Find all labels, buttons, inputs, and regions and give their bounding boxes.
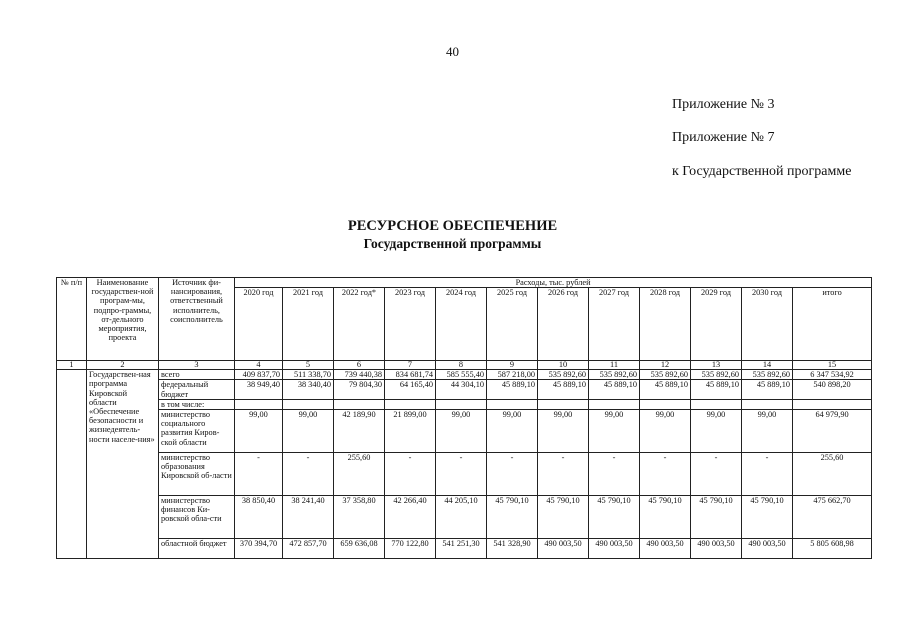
value-cell: 38 241,40 [283,496,334,539]
header-expenses: Расходы, тыс. рублей [235,278,872,288]
index-cell: 3 [159,361,235,370]
funding-source: министерство социального развития Киров-ской области [159,410,235,453]
value-cell: 490 003,50 [640,539,691,559]
value-cell: 535 892,60 [742,370,793,380]
value-cell: 45 889,10 [589,380,640,399]
funding-source: министерство финансов Ки-ровской обла-сти [159,496,235,539]
value-cell: 99,00 [436,410,487,453]
header-year: 2020 год [235,288,283,361]
header-name: Наименование государствен-ной програм-мы, подпро-граммы, от-дельного мероприятия, проекта [87,278,159,361]
value-cell [589,399,640,409]
index-cell: 5 [283,361,334,370]
value-cell [385,399,436,409]
header-year: 2029 год [691,288,742,361]
value-cell: 45 889,10 [487,380,538,399]
funding-source: всего [159,370,235,380]
value-cell [640,399,691,409]
value-cell: 99,00 [589,410,640,453]
value-cell: 255,60 [334,453,385,496]
header-no: № п/п [57,278,87,361]
value-cell [436,399,487,409]
value-cell: 511 338,70 [283,370,334,380]
value-cell [691,399,742,409]
index-cell: 7 [385,361,436,370]
value-cell: 99,00 [691,410,742,453]
document-title [0,218,905,252]
index-cell: 15 [793,361,872,370]
value-cell: 45 889,10 [742,380,793,399]
appendix-line-2: Приложение № 7 [672,130,775,145]
header-year: 2027 год [589,288,640,361]
value-cell: 490 003,50 [538,539,589,559]
value-cell: 255,60 [793,453,872,496]
value-cell [538,399,589,409]
header-year: 2026 год [538,288,589,361]
value-cell [235,399,283,409]
value-cell: 370 394,70 [235,539,283,559]
value-cell: 472 857,70 [283,539,334,559]
table-row [57,370,872,380]
index-cell: 9 [487,361,538,370]
header-year: 2023 год [385,288,436,361]
value-cell: 45 889,10 [691,380,742,399]
value-cell: - [436,453,487,496]
value-cell: 99,00 [640,410,691,453]
title-line-1: РЕСУРСНОЕ ОБЕСПЕЧЕНИЕ [347,218,558,234]
value-cell: 5 805 608,98 [793,539,872,559]
value-cell: 45 889,10 [640,380,691,399]
value-cell: 99,00 [538,410,589,453]
table-row [57,399,872,409]
value-cell: 587 218,00 [487,370,538,380]
header-row-1 [57,278,872,288]
value-cell: 99,00 [283,410,334,453]
value-cell: 45 790,10 [487,496,538,539]
resource-table [56,277,872,559]
appendix-line-3: к Государственной программе [672,164,852,179]
value-cell: 45 790,10 [691,496,742,539]
index-row [57,361,872,370]
index-cell: 4 [235,361,283,370]
value-cell: 44 304,10 [436,380,487,399]
value-cell: - [283,453,334,496]
value-cell: 44 205,10 [436,496,487,539]
index-cell: 2 [87,361,159,370]
value-cell: 45 790,10 [742,496,793,539]
index-cell: 12 [640,361,691,370]
value-cell: - [589,453,640,496]
title-line-2: Государственной программы [363,236,542,251]
value-cell: 45 889,10 [538,380,589,399]
value-cell: 541 328,90 [487,539,538,559]
table-row [57,496,872,539]
program-name: Государствен-ная программа Кировской области «Обеспечение безопасности и жизнедеятель-ности населе-ния» [87,370,159,559]
value-cell: 99,00 [487,410,538,453]
value-cell: 64 165,40 [385,380,436,399]
index-cell: 6 [334,361,385,370]
value-cell: - [235,453,283,496]
value-cell: 535 892,60 [538,370,589,380]
value-cell: 99,00 [742,410,793,453]
value-cell: 770 122,80 [385,539,436,559]
funding-source: федеральный бюджет [159,380,235,399]
value-cell [487,399,538,409]
value-cell [793,399,872,409]
header-year: 2021 год [283,288,334,361]
value-cell: 585 555,40 [436,370,487,380]
header-source: Источник фи-нансирования, ответственный исполнитель, соисполнитель [159,278,235,361]
header-year: 2028 год [640,288,691,361]
value-cell: 490 003,50 [589,539,640,559]
table-row [57,380,872,399]
value-cell: - [385,453,436,496]
value-cell: - [742,453,793,496]
header-year: 2024 год [436,288,487,361]
value-cell: 475 662,70 [793,496,872,539]
value-cell: 79 804,30 [334,380,385,399]
value-cell: 739 440,38 [334,370,385,380]
value-cell: - [538,453,589,496]
value-cell: 37 358,80 [334,496,385,539]
index-cell: 1 [57,361,87,370]
value-cell: 38 340,40 [283,380,334,399]
value-cell: 409 837,70 [235,370,283,380]
value-cell: 45 790,10 [538,496,589,539]
value-cell [283,399,334,409]
value-cell: 540 898,20 [793,380,872,399]
value-cell: - [640,453,691,496]
value-cell: 42 266,40 [385,496,436,539]
index-cell: 14 [742,361,793,370]
appendix-line-1: Приложение № 3 [672,97,775,112]
value-cell: 659 636,08 [334,539,385,559]
value-cell: 45 790,10 [640,496,691,539]
value-cell: 541 251,30 [436,539,487,559]
table-row [57,453,872,496]
value-cell: 490 003,50 [742,539,793,559]
value-cell: 490 003,50 [691,539,742,559]
table-row [57,539,872,559]
page-number: 40 [446,44,459,59]
header-year: 2025 год [487,288,538,361]
value-cell: 21 899,00 [385,410,436,453]
value-cell: 38 850,40 [235,496,283,539]
funding-source: министерство образования Кировской об-ласти [159,453,235,496]
index-cell: 8 [436,361,487,370]
header-year: 2030 год [742,288,793,361]
value-cell: 42 189,90 [334,410,385,453]
value-cell: 45 790,10 [589,496,640,539]
funding-source: областной бюджет [159,539,235,559]
value-cell: 64 979,90 [793,410,872,453]
value-cell: 99,00 [235,410,283,453]
header-year: 2022 год* [334,288,385,361]
index-cell: 13 [691,361,742,370]
value-cell: - [691,453,742,496]
index-cell: 11 [589,361,640,370]
header-year: итого [793,288,872,361]
table-row [57,410,872,453]
value-cell: 834 681,74 [385,370,436,380]
value-cell: 38 949,40 [235,380,283,399]
value-cell: 535 892,60 [640,370,691,380]
value-cell: - [487,453,538,496]
value-cell [334,399,385,409]
program-number [57,370,87,559]
value-cell [742,399,793,409]
value-cell: 535 892,60 [589,370,640,380]
index-cell: 10 [538,361,589,370]
value-cell: 535 892,60 [691,370,742,380]
funding-source: в том числе: [159,399,235,409]
value-cell: 6 347 534,92 [793,370,872,380]
